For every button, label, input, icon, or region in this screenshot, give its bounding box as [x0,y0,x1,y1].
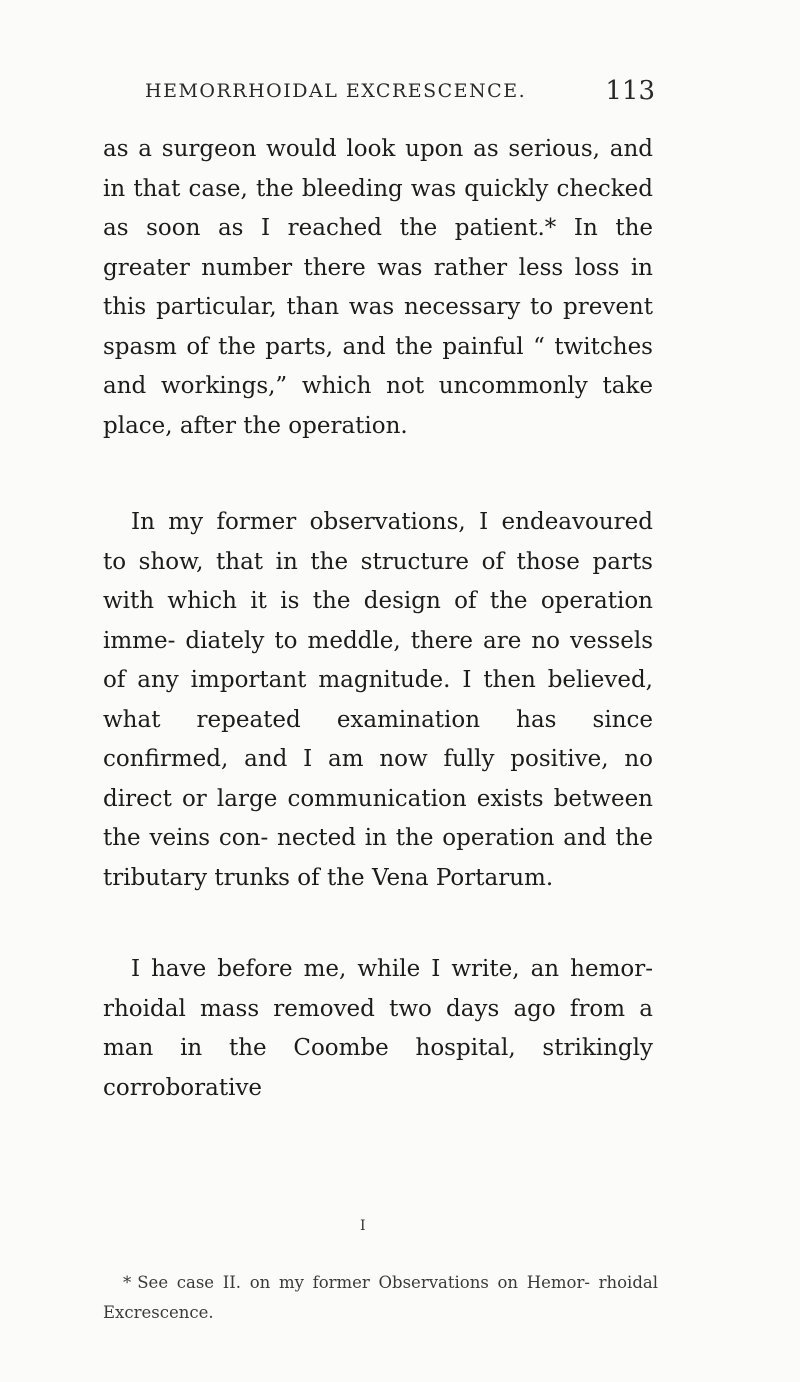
paragraph-1: as a surgeon would look upon as serious, and in that case, the bleeding was quickly checked as soon as I reached the patient.* In the greater number there was rather less loss in this particular, than was necessary to prevent spasm of the parts, and the painful “ twitches and workings,” which not uncommonly take place, after the operation. [103,136,653,439]
paragraph-3: I have before me, while I write, an hemor- rhoidal mass removed two days ago from a man in the Coombe hospital, strikingly corroborative [103,956,653,1101]
signature-mark: I [360,1218,366,1234]
page-number: 113 [605,76,655,106]
footnote-text: See case II. on my former Observations on Hemor- rhoidal Excrescence. [103,1273,658,1322]
running-head [145,76,655,116]
running-title: HEMORRHOIDAL EXCRESCENCE. [145,80,527,102]
footnote-mark: * [123,1273,132,1292]
paragraph-2: In my former observations, I endeavoured to show, that in the structure of those parts with which it is the design of the operation imme- diately to meddle, there are no vessels of any important magnitude. I then believed, what repeated examination has since confirmed, and I am now fully positive, no direct or large communication exists between the veins con- nected in the operation and the tributary trunks of the Vena Portarum. [103,509,653,891]
body-text [103,130,653,1108]
footnote [103,1268,658,1328]
